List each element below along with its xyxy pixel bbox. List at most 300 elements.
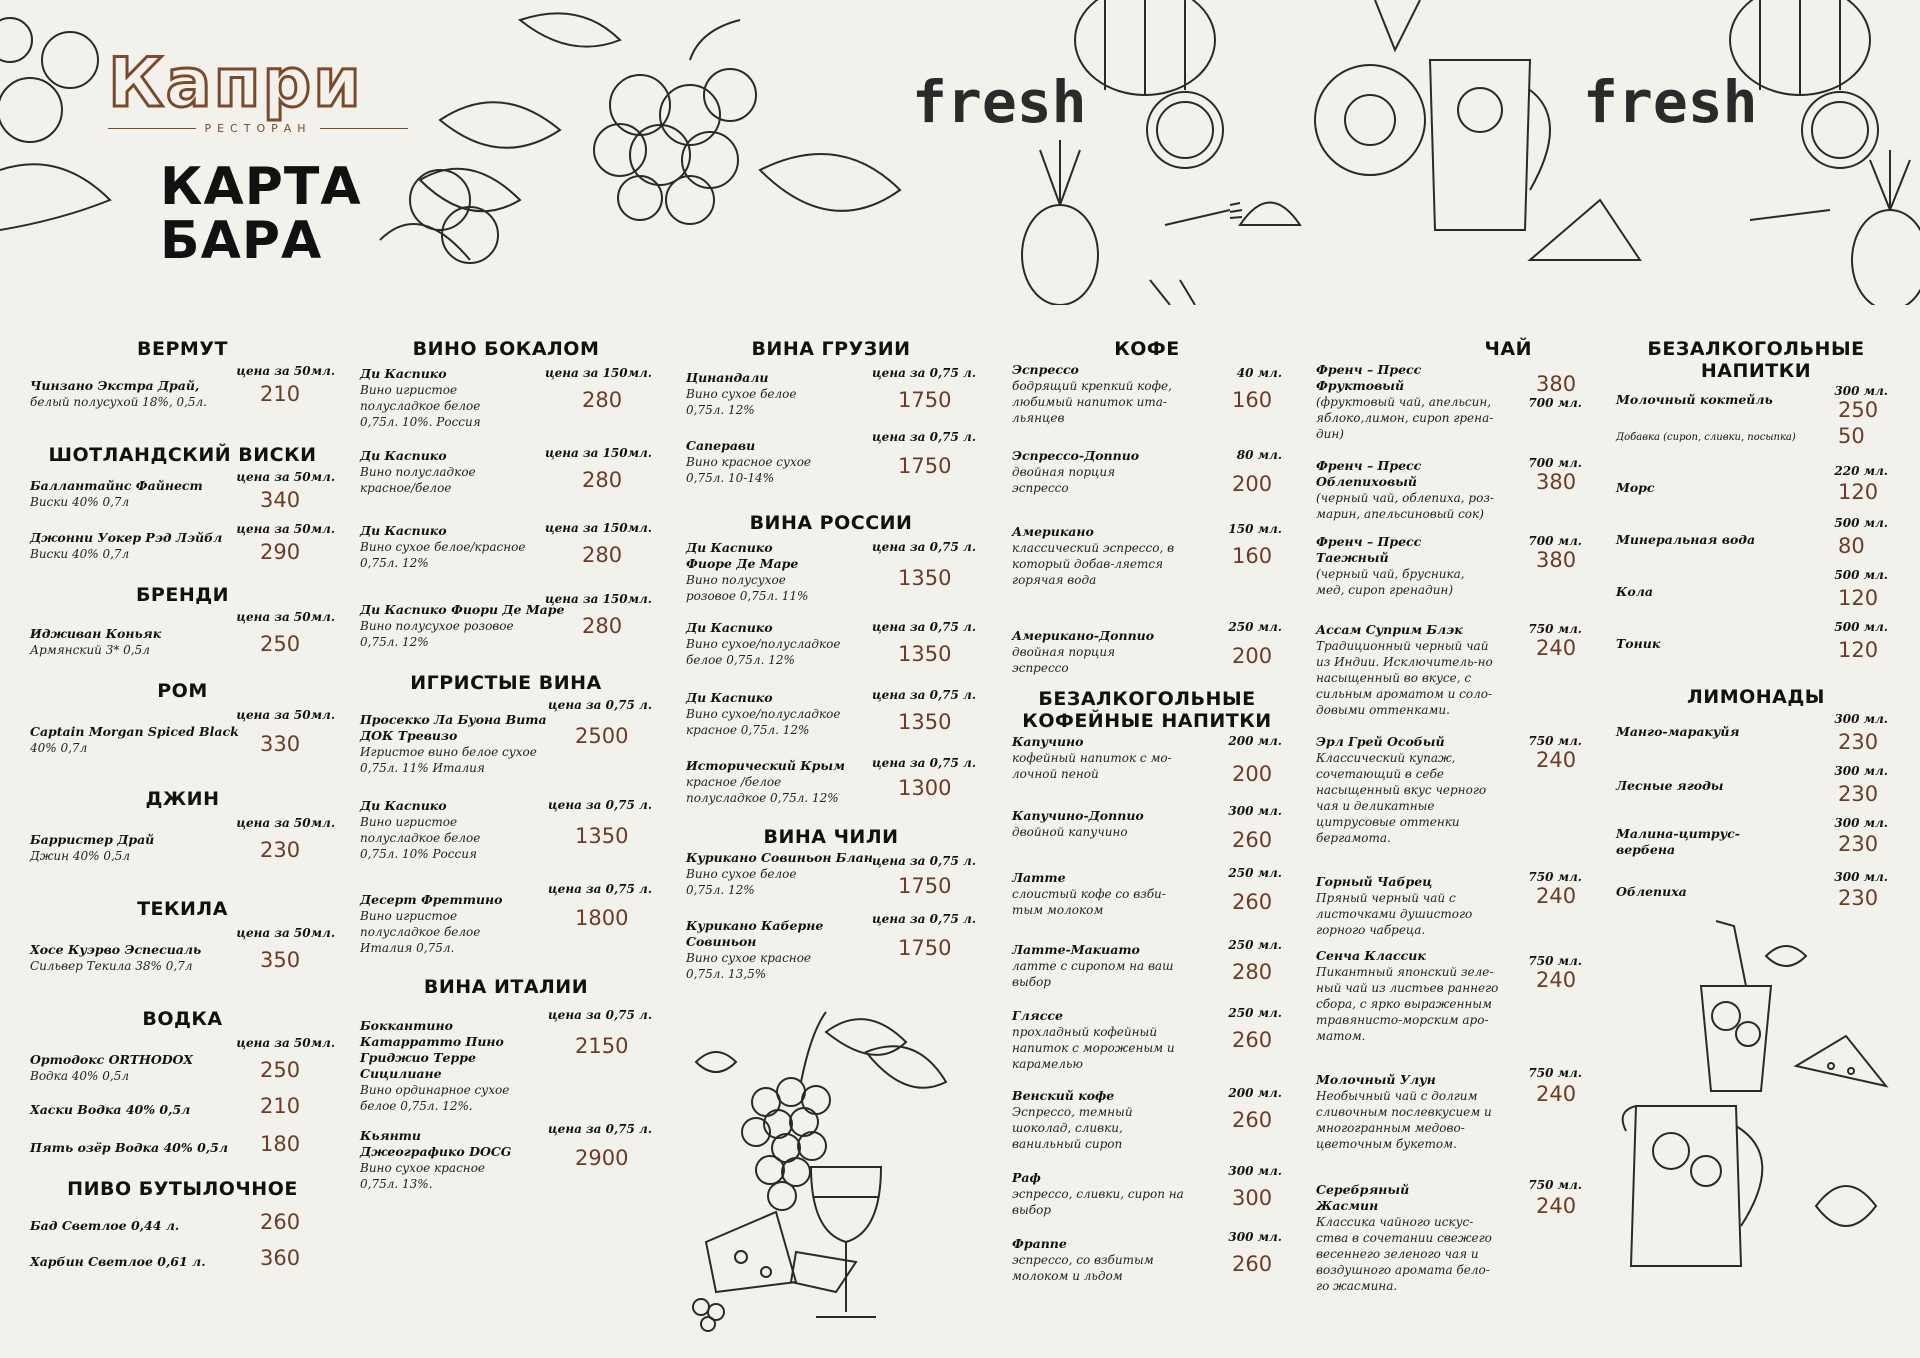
item-volume: цена за 50мл. [236,364,335,378]
item-volume: 300 мл. [1834,816,1888,830]
section-title: ДЖИН [145,788,220,810]
item-name: Харбин Светлое 0,61 л. [30,1254,206,1269]
item-name: Идживан Коньяк [30,626,162,641]
item-desc: Вино ординарное сухое белое 0,75л. 12%. [360,1083,510,1113]
section-title: БРЕНДИ [135,584,230,606]
menu-item [360,442,652,517]
item-price: 1350 [575,824,629,848]
item-desc: Необычный чай с долгим сливочным послевкусием и многогранным медово-цветочным букетом. [1316,1089,1492,1151]
item-name: Ди Каспико Фиори Де Маре [360,602,565,617]
item-desc: Вино полусухое розовое 0,75л. 11% [686,573,809,603]
menu-item [1012,522,1282,620]
item-volume: цена за 0,75 л. [872,620,976,634]
menu-item [1616,708,1896,760]
item-price: 280 [582,543,623,567]
item-volume: 40 мл. [1236,366,1282,380]
logo-subtitle-text: РЕСТОРАН [204,122,312,135]
menu-item [686,848,976,912]
item-price: 1350 [898,710,952,734]
item-volume: 200 мл. [1228,734,1282,748]
item-desc: Классический купаж, сочетающий в себе насыщенный вкус черного чая и деликатные цитрусовые оттенки бергамота. [1316,751,1487,845]
item-desc: Сильвер Текила 38% 0,7л [30,959,193,973]
fresh-label-left: fresh [912,68,1087,136]
pineapple-icon [1022,65,1920,305]
item-name: Гляссе [1012,1008,1063,1023]
item-volume: 500 мл. [1834,620,1888,634]
item-volume: 750 мл. [1528,870,1582,884]
item-volume: цена за 0,75 л. [548,798,652,812]
item-price: 240 [1536,1194,1577,1218]
page-title [160,157,380,271]
berries-icon [693,1299,724,1331]
berries-icon [0,18,110,230]
item-name: Фраппе [1012,1236,1067,1251]
menu-item [30,1200,335,1236]
menu-item [30,360,335,430]
item-price: 210 [260,382,301,406]
item-name: Ди Каспико [360,366,447,381]
item-desc: белый полусухой 18%, 0,5л. [30,395,207,409]
item-price: 120 [1838,480,1879,504]
item-volume: 700 мл. [1528,396,1582,410]
item-name: Морс [1616,480,1655,495]
item-volume: 750 мл. [1528,1066,1582,1080]
item-name: Кьянти Джеографико DOCG [360,1128,512,1159]
menu-item [1616,382,1896,422]
menu-item [360,360,652,442]
item-volume: цена за 0,75 л. [872,688,976,702]
item-price: 350 [260,948,301,972]
item-volume: цена за 150мл. [544,521,652,535]
item-name: Раф [1012,1170,1041,1185]
section-title: ПИВО БУТЫЛОЧНОЕ [67,1178,298,1200]
menu-item [686,430,976,512]
section-title: КОФЕ [1114,338,1180,360]
section-title [1616,338,1896,382]
item-price: 340 [260,488,301,512]
menu-item [1012,1230,1282,1290]
item-volume: цена за 150мл. [544,366,652,380]
item-desc: Вино сухое красное 0,75л. 13%. [360,1161,486,1191]
item-desc: Пикантный японский зеле-ный чай из листьев раннего сбора, с ярко выраженным травянисто-морским аро-матом. [1316,965,1499,1043]
item-name: Captain Morgan Spiced Black [30,724,239,739]
item-volume: цена за 0,75 л. [872,912,976,926]
item-name: Баллантайнс Файнест [30,478,203,493]
item-volume: 750 мл. [1528,734,1582,748]
item-price: 80 [1838,534,1865,558]
menu-item [1316,534,1582,622]
item-name: Хаски Водка 40% 0,5л [30,1102,191,1117]
item-name: Капучино-Доппио [1012,808,1144,823]
item-name: Молочный Улун [1316,1072,1436,1087]
item-name: Молочный коктейль [1616,392,1773,407]
item-volume: цена за 0,75 л. [872,366,976,380]
item-price: 230 [1838,832,1879,856]
item-price: 260 [1232,890,1273,914]
menu-item [686,912,976,992]
section-title-line1: БЕЗАЛКОГОЛЬНЫЕ [1647,338,1865,360]
item-desc: Вино сухое/полусладкое белое 0,75л. 12% [686,637,841,667]
menu-item [1012,360,1282,446]
item-volume: цена за 0,75 л. [872,430,976,444]
section-title: ЧАЙ [1484,338,1532,360]
item-desc: Классика чайного искус-ства в сочетании свежего весеннего зеленого чая и воздушного аромата бело-го жасмина. [1316,1215,1492,1293]
item-price: 290 [260,540,301,564]
item-desc: Виски 40% 0,7л [30,547,130,561]
menu-item [1012,866,1282,938]
item-volume: 500 мл. [1834,516,1888,530]
menu-item [30,1126,335,1178]
item-price: 230 [1838,782,1879,806]
item-price: 200 [1232,644,1273,668]
item-volume: цена за 50мл. [236,926,335,940]
leaf-icon [1766,946,1876,1226]
item-price: 230 [1838,886,1879,910]
item-price: 1750 [898,874,952,898]
menu-item [30,1030,335,1090]
item-name: Чинзано Экстра Драй, [30,378,200,393]
column-tea [1316,338,1582,1302]
item-price: 240 [1536,884,1577,908]
item-name: Пять озёр Водка 40% 0,5л [30,1140,228,1155]
item-name: Френч – Пресс Фруктовый [1316,362,1422,393]
item-name: Ди Каспико [360,523,447,538]
watermelon-icon [1796,1036,1886,1086]
menu-item [30,606,335,680]
item-price: 1750 [898,936,952,960]
item-name: Добавка (сироп, сливки, посыпка) [1616,432,1796,443]
item-price: 260 [1232,1108,1273,1132]
item-volume: 750 мл. [1528,954,1582,968]
section-title: ШОТЛАНДСКИЙ ВИСКИ [48,444,317,466]
item-name: Ди Каспико [686,620,773,635]
menu-item [1616,412,1896,462]
item-volume: 250 мл. [1228,866,1282,880]
menu-item [686,620,976,688]
menu-item [1316,870,1582,948]
item-name: Ди Каспико [360,448,447,463]
column-coffee [1012,338,1282,1290]
menu-item [30,466,335,522]
section-title: ВИНА ГРУЗИИ [751,338,911,360]
item-price: 240 [1536,748,1577,772]
menu-item [686,688,976,756]
menu-item [30,1090,335,1126]
item-price: 260 [1232,1028,1273,1052]
section-title: ТЕКИЛА [137,898,228,920]
item-desc: классический эспрессо, в который добав-ляется горячая вода [1012,541,1175,587]
section-title-line2: НАПИТКИ [1700,360,1812,382]
item-volume: 300 мл. [1228,1164,1282,1178]
menu-item [30,810,335,898]
item-desc: Армянский 3* 0,5л [30,643,150,657]
menu-item [1616,812,1896,866]
item-price: 210 [260,1094,301,1118]
page-title-line1: КАРТА [160,157,362,217]
section-title: ВИНА ИТАЛИИ [423,976,589,998]
item-volume: цена за 50мл. [236,522,335,536]
column-soft-drinks [1616,338,1896,1280]
section-title: РОМ [157,680,208,702]
item-price: 120 [1838,586,1879,610]
menu-item [1012,620,1282,688]
item-price: 200 [1232,472,1273,496]
item-desc: слоистый кофе со взби-тым молоком [1012,887,1166,917]
item-price: 230 [260,838,301,862]
menu-item [360,517,652,592]
item-name: Латте [1012,870,1066,885]
item-desc: кофейный напиток с мо-лочной пеной [1012,751,1172,781]
item-price: 160 [1232,544,1273,568]
item-desc: Эспрессо, темный шоколад, сливки, ванильный сироп [1012,1105,1133,1151]
item-desc: эспрессо, сливки, сироп на выбор [1012,1187,1184,1217]
cheese-icon [706,1212,856,1292]
jug-icon [1623,1106,1763,1266]
logo-subtitle [108,122,408,135]
item-volume: 250 мл. [1228,620,1282,634]
logo-text: Капри [108,44,363,123]
menu-item [1012,732,1282,804]
item-name: Просекко Ла Буона Вита ДОК Тревизо [360,712,547,743]
fresh-label-right: fresh [1583,68,1758,136]
item-desc: двойная порция эспрессо [1012,465,1116,495]
item-volume: 300 мл. [1228,804,1282,818]
item-volume: 700 мл. [1528,534,1582,548]
item-volume: 750 мл. [1528,1178,1582,1192]
item-price: 280 [1232,960,1273,984]
fork-icon [1165,203,1830,225]
item-name: Джонни Уокер Рэд Лэйбл [30,530,223,545]
item-price: 300 [1232,1186,1273,1210]
item-name: Курикано Совиньон Блан [686,850,873,865]
item-desc: Игристое вино белое сухое 0,75л. 11% Италия [360,745,537,775]
grapes-icon [742,1012,830,1210]
item-price: 50 [1838,424,1865,448]
menu-item [1616,760,1896,812]
item-desc: двойной капучино [1012,825,1128,839]
item-price: 280 [582,388,623,412]
item-volume: 300 мл. [1228,1230,1282,1244]
item-desc: Вино красное сухое 0,75л. 10-14% [686,455,812,485]
leaf-icon [380,13,900,263]
glass-icon [1150,0,1420,305]
page-title-line2: БАРА [160,211,323,271]
item-volume: 250 мл. [1228,1006,1282,1020]
item-volume: 80 мл. [1236,448,1282,462]
item-desc: 40% 0,7л [30,741,88,755]
item-volume: 300 мл. [1834,712,1888,726]
item-price: 240 [1536,1082,1577,1106]
item-desc: (черный чай, облепиха, роз-марин, апельсиновый сок) [1316,491,1494,521]
menu-item [30,702,335,788]
item-name: Френч – Пресс Таежный [1316,534,1422,565]
item-volume: цена за 50мл. [236,470,335,484]
item-name: Сенча Классик [1316,948,1426,963]
item-desc: (фруктовый чай, апельсин, яблоко,лимон, сироп грена-дин) [1316,395,1494,441]
menu-item [1316,360,1582,458]
item-desc: Вино игристое полусладкое белое Италия 0,75л. [360,909,481,955]
item-desc: прохладный кофейный напиток с мороженым и карамелью [1012,1025,1175,1071]
item-volume: цена за 0,75 л. [548,882,652,896]
item-volume: 250 мл. [1228,938,1282,952]
wine-still-life-illustration [686,992,976,1332]
item-volume: цена за 0,75 л. [548,1122,652,1136]
item-price: 260 [1232,1252,1273,1276]
item-name: Лесные ягоды [1616,778,1724,793]
section-title: ВИНА ЧИЛИ [763,826,899,848]
item-desc: Вино сухое белое 0,75л. 12% [686,387,797,417]
item-name: Горный Чабрец [1316,874,1433,889]
item-price: 280 [582,468,623,492]
item-desc: Традиционный черный чай из Индии. Исключитель-но насыщенный во вкусе, с сильным ароматом и соло-довыми оттенками. [1316,639,1493,717]
item-volume: цена за 50мл. [236,708,335,722]
item-name: Облепиха [1616,884,1687,899]
grapes-icon [594,20,756,224]
menu-item [1616,568,1896,620]
menu-item [360,882,652,976]
item-name: Американо-Доппио [1012,628,1155,643]
item-name: Капучино [1012,734,1084,749]
item-desc: двойная порция эспрессо [1012,645,1116,675]
item-price: 380 [1536,470,1577,494]
item-price: 240 [1536,636,1577,660]
section-title: ИГРИСТЫЕ ВИНА [410,672,602,694]
item-price: 250 [260,632,301,656]
item-volume: цена за 150мл. [544,592,652,606]
item-price: 2900 [575,1146,629,1170]
item-price: 2500 [575,724,629,748]
lemonade-illustration [1616,916,1896,1276]
item-volume: 300 мл. [1834,764,1888,778]
item-volume: 300 мл. [1834,870,1888,884]
item-desc: Вино игристое полусладкое белое 0,75л. 10%. Россия [360,383,481,429]
menu-item [1012,1006,1282,1086]
menu-item [1616,516,1896,568]
menu-item [30,522,335,584]
menu-item [360,998,652,1122]
item-volume: 220 мл. [1834,464,1888,478]
item-desc: Вино полусладкое красное/белое [360,465,476,495]
item-volume: цена за 0,75 л. [872,540,976,554]
wine-glass-icon [811,1167,881,1317]
item-price: 250 [1838,398,1879,422]
section-title: ВИНО БОКАЛОМ [412,338,600,360]
item-price: 330 [260,732,301,756]
item-name: Ди Каспико [686,690,773,705]
item-desc: Вино игристое полусладкое белое 0,75л. 10% Россия [360,815,481,861]
item-volume: 200 мл. [1228,1086,1282,1100]
item-desc: Пряный черный чай с листочками душистого горного чабреца. [1316,891,1473,937]
item-name: Саперави [686,438,756,453]
menu-item [30,920,335,1008]
section-title-line2: КОФЕЙНЫЕ НАПИТКИ [1022,710,1272,732]
section-title: ЛИМОНАДЫ [1687,686,1825,708]
item-price: 280 [582,614,623,638]
item-volume: 500 мл. [1834,568,1888,582]
item-price: 2150 [575,1034,629,1058]
item-desc: Виски 40% 0,7л [30,495,130,509]
item-name: Барристер Драй [30,832,155,847]
menu-item [1616,866,1896,916]
column-wine-bottle [686,338,976,1336]
menu-item [1012,446,1282,522]
item-price: 380 [1536,372,1577,396]
item-volume: 150 мл. [1228,522,1282,536]
section-title: ВЕРМУТ [137,338,228,360]
item-volume: цена за 50мл. [236,816,335,830]
glass-icon [1701,921,1771,1091]
menu-item [1012,1086,1282,1164]
lemon-icon [1147,92,1878,168]
item-desc: Вино сухое/полусладкое красное 0,75л. 12% [686,707,841,737]
item-price: 120 [1838,638,1879,662]
item-desc: красное /белое полусладкое 0,75л. 12% [686,775,839,805]
item-volume: цена за 0,75 л. [548,698,652,712]
column-wine-glass [360,338,652,1202]
menu-item [1316,458,1582,534]
item-price: 1350 [898,566,952,590]
menu-item [1616,462,1896,516]
header-illustration [0,0,1920,305]
item-desc: Джин 40% 0,5л [30,849,131,863]
item-price: 1750 [898,388,952,412]
item-volume: цена за 50мл. [236,610,335,624]
item-name: Бад Светлое 0,44 л. [30,1218,180,1233]
item-name: Исторический Крым [686,758,846,773]
item-volume: цена за 150мл. [544,446,652,460]
item-desc: бодрящий крепкий кофе, любимый напиток ита-льянцев [1012,379,1172,425]
item-desc: Вино полусухое розовое 0,75л. 12% [360,619,514,649]
item-price: 380 [1536,548,1577,572]
item-name: Ди Каспико [360,798,447,813]
item-price: 250 [260,1058,301,1082]
item-price: 160 [1232,388,1273,412]
menu-item [1316,1066,1582,1182]
item-price: 360 [260,1246,301,1270]
item-volume: 700 мл. [1528,456,1582,470]
item-name: Ортодокс ORTHODOX [30,1052,193,1067]
item-name: Манго-маракуйя [1616,724,1740,739]
menu-item [1012,1164,1282,1230]
item-desc: Водка 40% 0,5л [30,1069,129,1083]
item-name: Эспрессо-Доппио [1012,448,1140,463]
item-volume: 750 мл. [1528,622,1582,636]
item-name: Малина-цитрус-вербена [1616,826,1740,857]
item-name: Эспрессо [1012,362,1079,377]
item-price: 1800 [575,906,629,930]
item-name: Цинандали [686,370,769,385]
item-price: 260 [260,1210,301,1234]
item-name: Минеральная вода [1616,532,1756,547]
logo [108,44,408,135]
item-price: 200 [1232,762,1273,786]
item-volume: 300 мл. [1834,384,1888,398]
section-title [1012,688,1282,732]
item-name: Эрл Грей Особый [1316,734,1445,749]
menu-item [1616,620,1896,686]
item-desc: Вино сухое красное 0,75л. 13,5% [686,951,812,981]
item-name: Курикано Каберне Совиньон [686,918,824,949]
menu-item [686,534,976,620]
menu-item [360,1122,652,1202]
item-desc: эспрессо, со взбитым молоком и льдом [1012,1253,1154,1283]
item-price: 180 [260,1132,301,1156]
section-title: ВИНА РОССИИ [749,512,913,534]
item-name: Френч – Пресс Облепиховый [1316,458,1422,489]
item-price: 230 [1838,730,1879,754]
menu-item [1012,804,1282,866]
menu-item [360,694,652,798]
